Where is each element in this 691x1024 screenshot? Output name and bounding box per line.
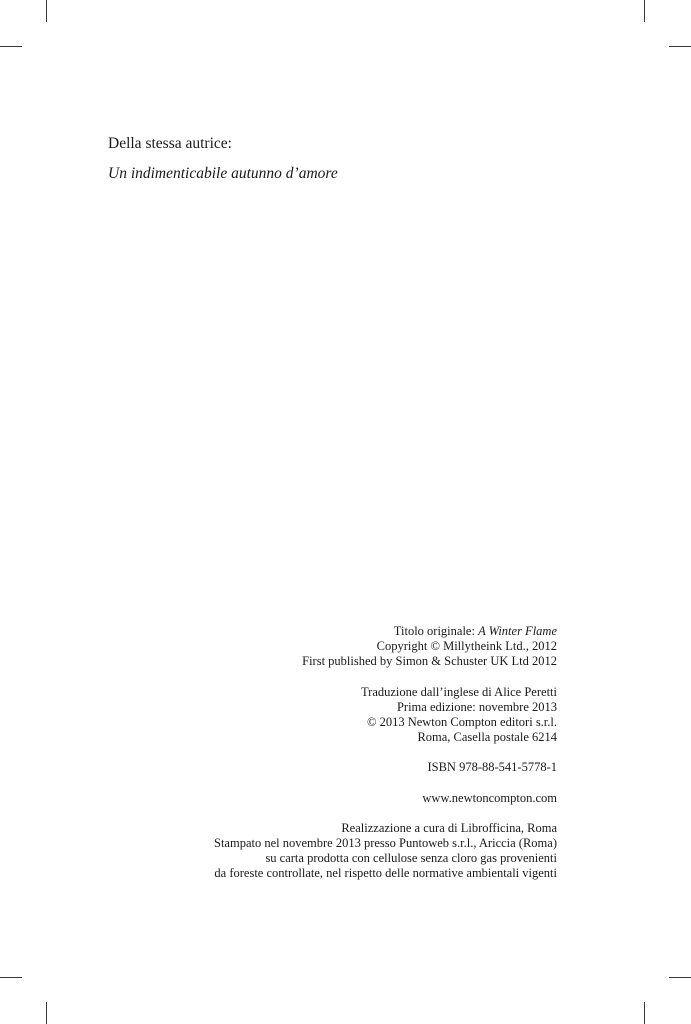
- crop-mark-bottom-right-vertical: [644, 1002, 645, 1024]
- crop-mark-bottom-right-horizontal: [669, 977, 691, 978]
- printing-line: da foreste controllate, nel rispetto delle normative ambientali vigenti: [214, 866, 557, 881]
- printing-line: su carta prodotta con cellulose senza cloro gas provenienti: [265, 851, 557, 866]
- other-works-heading: Della stessa autrice:: [108, 135, 232, 152]
- website-line: www.newtoncompton.com: [422, 790, 557, 805]
- first-published-line: First published by Simon & Schuster UK Ltd 2012: [302, 654, 557, 669]
- crop-mark-bottom-left-vertical: [46, 1002, 47, 1024]
- crop-mark-top-right-vertical: [644, 0, 645, 22]
- production-line: Realizzazione a cura di Librofficina, Roma: [341, 820, 557, 835]
- crop-mark-top-left-vertical: [46, 0, 47, 22]
- crop-mark-top-left-horizontal: [0, 46, 22, 47]
- colophon: [214, 624, 557, 882]
- original-title-line: [214, 624, 557, 639]
- translation-line: Traduzione dall’inglese di Alice Peretti: [360, 684, 557, 699]
- original-title: A Winter Flame: [478, 624, 557, 638]
- crop-mark-top-right-horizontal: [669, 46, 691, 47]
- other-works-section: [108, 129, 338, 189]
- address-line: Roma, Casella postale 6214: [417, 730, 557, 745]
- publisher-copyright-line: © 2013 Newton Compton editori s.r.l.: [366, 715, 557, 730]
- other-work-title: Un indimenticabile autunno d’amore: [108, 165, 338, 182]
- isbn-line: ISBN 978-88-541-5778-1: [427, 760, 557, 775]
- printing-line: Stampato nel novembre 2013 presso Puntoweb s.r.l., Ariccia (Roma): [214, 836, 557, 851]
- crop-mark-bottom-left-horizontal: [0, 977, 22, 978]
- copyright-line: Copyright © Millytheink Ltd., 2012: [376, 639, 557, 654]
- original-title-label: Titolo originale:: [393, 624, 479, 638]
- first-edition-line: Prima edizione: novembre 2013: [396, 699, 557, 714]
